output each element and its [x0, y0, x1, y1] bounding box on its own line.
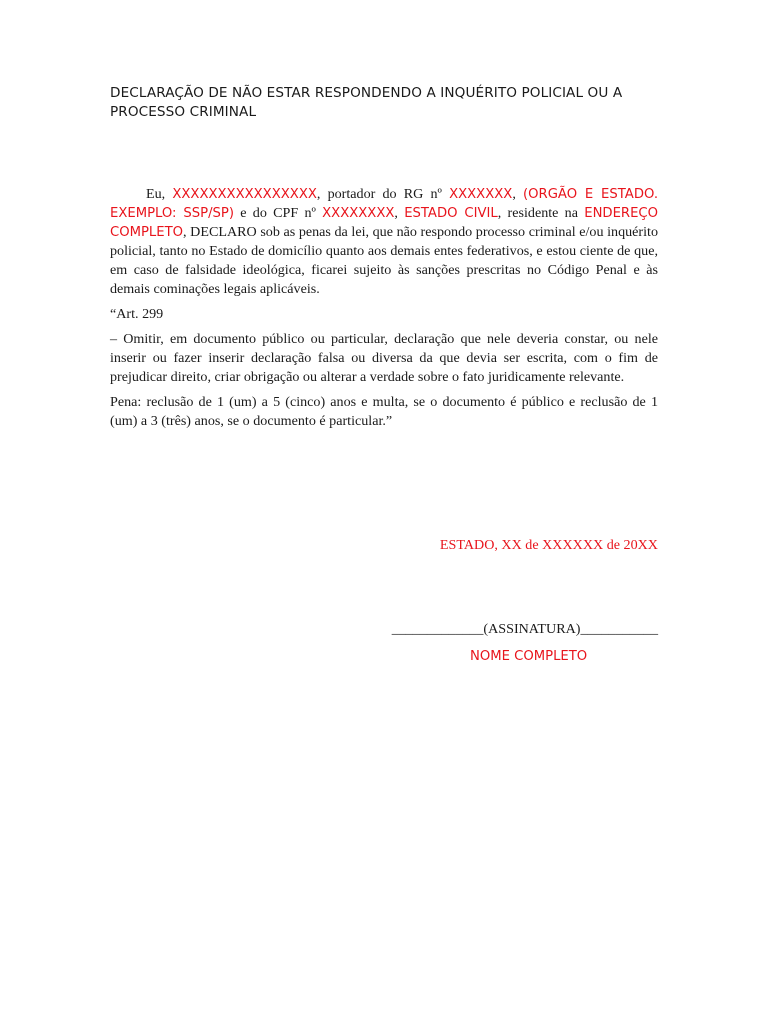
article-heading: “Art. 299	[110, 306, 164, 322]
cpf-placeholder: XXXXXXXX	[322, 206, 395, 221]
cpf-text: e do CPF nº	[234, 205, 323, 221]
address-placeholder: ENDEREÇO COMPLETO	[110, 206, 659, 240]
signature-line: _____________(ASSINATURA)___________	[391, 621, 658, 637]
declaration-closing: , DECLARO sob as penas da lei, que não respondo processo criminal e/ou inquérito policial, tanto no Estado de domicílio quanto aos demais entes federativos, e estou ciente de que, em caso de falsidade ideológica, ficarei sujeito às sanções prescritas no Código Penal e às demais cominações legais aplicáveis.	[110, 224, 658, 297]
rg-text: , portador do RG nº	[316, 186, 450, 202]
document-body	[110, 185, 658, 437]
issuing-organ-placeholder: (ORGÃO E ESTADO. EXEMPLO: SSP/SP)	[110, 187, 659, 221]
civil-status-placeholder: ESTADO CIVIL	[404, 206, 498, 221]
separator-2: ,	[394, 205, 405, 221]
article-text: – Omitir, em documento público ou particular, declaração que nele deveria constar, ou nele inserir ou fazer inserir declaração falsa ou diversa da que devia ser escrita, com o fim de prejudicar direito, criar obrigação ou alterar a verdade sobre o fato juridicamente relevante.	[110, 331, 658, 385]
separator-1: ,	[512, 186, 523, 202]
residence-text: , residente na	[497, 205, 585, 221]
document-title: DECLARAÇÃO DE NÃO ESTAR RESPONDENDO A INQUÉRITO POLICIAL OU A PROCESSO CRIMINAL	[110, 85, 623, 120]
declaration-intro: Eu,	[146, 186, 173, 202]
signer-name: NOME COMPLETO	[470, 649, 588, 664]
place-date: ESTADO, XX de XXXXXX de 20XX	[439, 537, 658, 553]
rg-placeholder: XXXXXXX	[449, 187, 513, 202]
penalty-text: Pena: reclusão de 1 (um) a 5 (cinco) anos e multa, se o documento é público e reclusão de 1 (um) a 3 (três) anos, se o documento é particular.”	[110, 394, 658, 429]
declaration-paragraph	[110, 185, 658, 299]
name-placeholder: XXXXXXXXXXXXXXXX	[172, 187, 317, 202]
